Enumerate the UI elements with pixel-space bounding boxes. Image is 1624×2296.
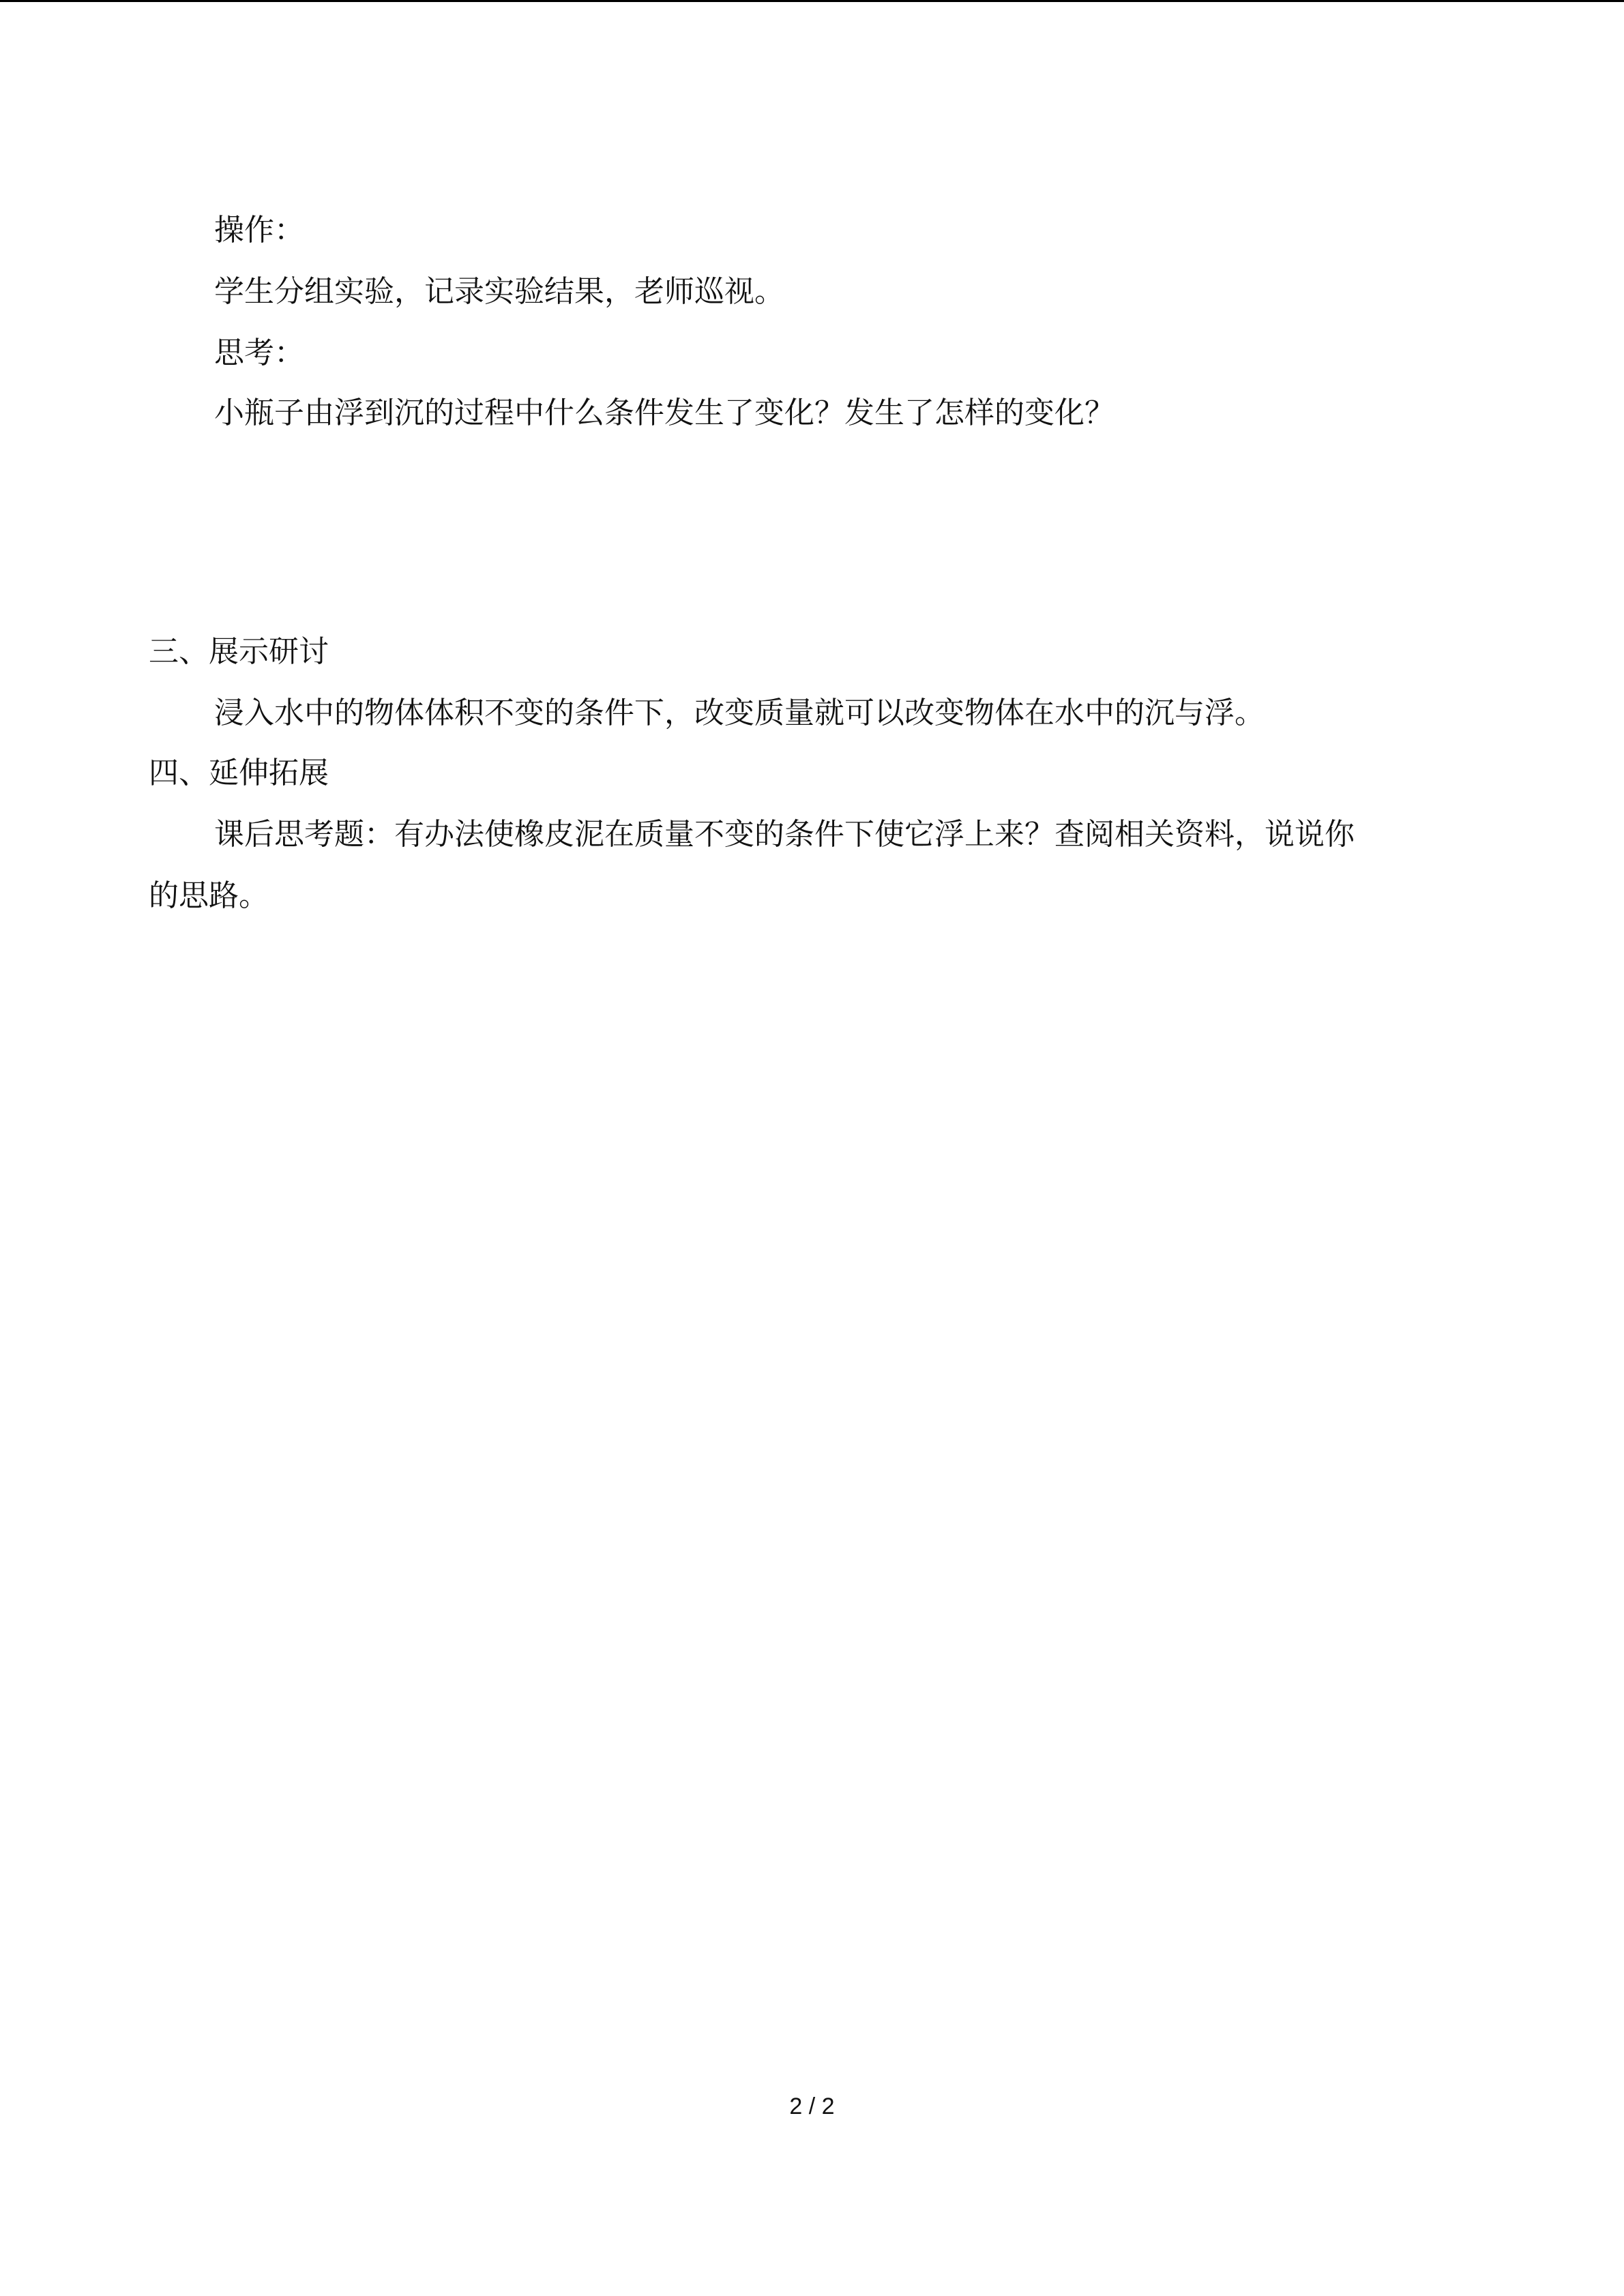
thinking-question: 小瓶子由浮到沉的过程中什么条件发生了变化？发生了怎样的变化？ — [214, 396, 1114, 430]
section4-text-line2: 的思路。 — [149, 878, 269, 913]
thinking-label: 思考： — [214, 336, 304, 370]
page-number: 2 / 2 — [789, 2093, 835, 2119]
operation-text: 学生分组实验，记录实验结果，老师巡视。 — [214, 274, 784, 309]
operation-label: 操作： — [214, 213, 304, 248]
section3-text: 浸入水中的物体体积不变的条件下，改变质量就可以改变物体在水中的沉与浮。 — [214, 696, 1265, 730]
section4-heading: 四、延伸拓展 — [149, 756, 329, 790]
page-top-border — [0, 0, 1624, 2]
section3-heading: 三、展示研讨 — [149, 634, 329, 669]
section4-text-line1: 课后思考题：有办法使橡皮泥在质量不变的条件下使它浮上来？查阅相关资料，说说你 — [214, 817, 1355, 852]
